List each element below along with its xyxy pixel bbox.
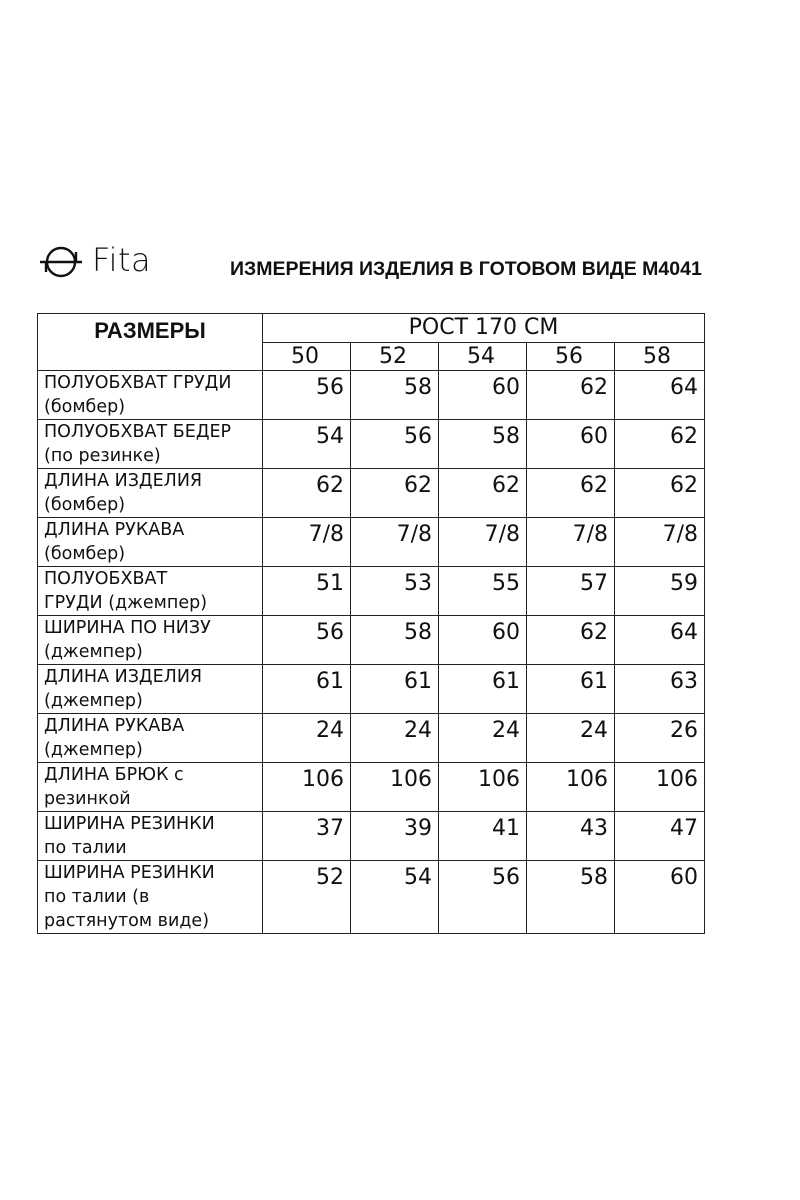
value-cell: 56	[439, 861, 527, 934]
value-cell: 57	[527, 567, 615, 616]
row-label	[38, 567, 263, 616]
value-cell: 60	[527, 420, 615, 469]
table-row	[38, 714, 705, 763]
row-label-line: ПОЛУОБХВАТ БЕДЕР	[44, 422, 232, 442]
value-cell: 61	[439, 665, 527, 714]
value-cell: 53	[351, 567, 439, 616]
value-cell: 54	[351, 861, 439, 934]
row-label	[38, 616, 263, 665]
measurements-table	[37, 313, 705, 934]
value-cell: 106	[351, 763, 439, 812]
value-cell: 56	[263, 616, 351, 665]
row-label-line: (джемпер)	[44, 642, 143, 662]
row-label-line: (по резинке)	[44, 446, 161, 466]
value-cell: 62	[351, 469, 439, 518]
value-cell: 51	[263, 567, 351, 616]
row-label-line: ДЛИНА БРЮК с	[44, 765, 184, 785]
brand-name: Fita	[92, 241, 152, 279]
value-cell: 24	[439, 714, 527, 763]
value-cell: 61	[351, 665, 439, 714]
brand-logo	[38, 240, 151, 280]
page-title: ИЗМЕРЕНИЯ ИЗДЕЛИЯ В ГОТОВОМ ВИДЕ М4041	[230, 258, 702, 280]
table-row	[38, 616, 705, 665]
value-cell: 62	[527, 616, 615, 665]
value-cell: 56	[263, 371, 351, 420]
value-cell: 7/8	[263, 518, 351, 567]
value-cell: 41	[439, 812, 527, 861]
size-header-50: 50	[263, 343, 351, 371]
value-cell: 62	[527, 469, 615, 518]
size-header-58: 58	[615, 343, 705, 371]
table-row	[38, 812, 705, 861]
row-label-line: ПОЛУОБХВАТ ГРУДИ	[44, 373, 232, 393]
row-label	[38, 861, 263, 934]
value-cell: 106	[527, 763, 615, 812]
row-label-line: (бомбер)	[44, 397, 126, 417]
row-label-line: ДЛИНА РУКАВА	[44, 716, 185, 736]
table-row	[38, 861, 705, 934]
value-cell: 106	[263, 763, 351, 812]
row-label-line: растянутом виде)	[44, 911, 210, 931]
value-cell: 54	[263, 420, 351, 469]
value-cell: 62	[439, 469, 527, 518]
row-label-line: (бомбер)	[44, 495, 126, 515]
value-cell: 24	[263, 714, 351, 763]
value-cell: 60	[439, 371, 527, 420]
row-label-line: ШИРИНА РЕЗИНКИ	[44, 863, 215, 883]
value-cell: 56	[351, 420, 439, 469]
value-cell: 62	[263, 469, 351, 518]
table-row	[38, 371, 705, 420]
value-cell: 24	[351, 714, 439, 763]
value-cell: 58	[439, 420, 527, 469]
row-label-line: ГРУДИ (джемпер)	[44, 593, 208, 613]
value-cell: 7/8	[351, 518, 439, 567]
table-row	[38, 665, 705, 714]
value-cell: 7/8	[439, 518, 527, 567]
value-cell: 43	[527, 812, 615, 861]
row-label-line: по талии (в	[44, 887, 150, 907]
value-cell: 61	[263, 665, 351, 714]
value-cell: 61	[527, 665, 615, 714]
table-row	[38, 420, 705, 469]
value-cell: 63	[615, 665, 705, 714]
table-row	[38, 763, 705, 812]
size-header-56: 56	[527, 343, 615, 371]
value-cell: 58	[351, 371, 439, 420]
sizes-header: РАЗМЕРЫ	[38, 314, 263, 371]
value-cell: 60	[439, 616, 527, 665]
value-cell: 24	[527, 714, 615, 763]
fita-logo-icon	[38, 240, 84, 280]
value-cell: 37	[263, 812, 351, 861]
header-row-1	[38, 314, 705, 343]
value-cell: 55	[439, 567, 527, 616]
table-row	[38, 518, 705, 567]
row-label-line: ДЛИНА ИЗДЕЛИЯ	[44, 471, 203, 491]
value-cell: 62	[527, 371, 615, 420]
row-label-line: ДЛИНА ИЗДЕЛИЯ	[44, 667, 203, 687]
row-label-line: ПОЛУОБХВАТ	[44, 569, 168, 589]
row-label-line: (джемпер)	[44, 691, 143, 711]
value-cell: 60	[615, 861, 705, 934]
value-cell: 64	[615, 616, 705, 665]
row-label	[38, 371, 263, 420]
row-label-line: ШИРИНА ПО НИЗУ	[44, 618, 211, 638]
value-cell: 52	[263, 861, 351, 934]
row-label-line: (бомбер)	[44, 544, 126, 564]
row-label	[38, 469, 263, 518]
value-cell: 7/8	[527, 518, 615, 567]
row-label-line: (джемпер)	[44, 740, 143, 760]
value-cell: 62	[615, 420, 705, 469]
value-cell: 59	[615, 567, 705, 616]
table-row	[38, 469, 705, 518]
value-cell: 7/8	[615, 518, 705, 567]
value-cell: 62	[615, 469, 705, 518]
size-header-54: 54	[439, 343, 527, 371]
value-cell: 26	[615, 714, 705, 763]
row-label	[38, 518, 263, 567]
size-header-52: 52	[351, 343, 439, 371]
row-label	[38, 665, 263, 714]
row-label	[38, 714, 263, 763]
table-row	[38, 567, 705, 616]
value-cell: 58	[527, 861, 615, 934]
value-cell: 106	[615, 763, 705, 812]
row-label-line: ДЛИНА РУКАВА	[44, 520, 185, 540]
row-label	[38, 763, 263, 812]
value-cell: 106	[439, 763, 527, 812]
row-label-line: резинкой	[44, 789, 131, 809]
row-label	[38, 420, 263, 469]
row-label-line: ШИРИНА РЕЗИНКИ	[44, 814, 215, 834]
height-group-header: РОСТ 170 СМ	[263, 314, 705, 343]
value-cell: 64	[615, 371, 705, 420]
value-cell: 58	[351, 616, 439, 665]
value-cell: 39	[351, 812, 439, 861]
value-cell: 47	[615, 812, 705, 861]
row-label	[38, 812, 263, 861]
row-label-line: по талии	[44, 838, 127, 858]
